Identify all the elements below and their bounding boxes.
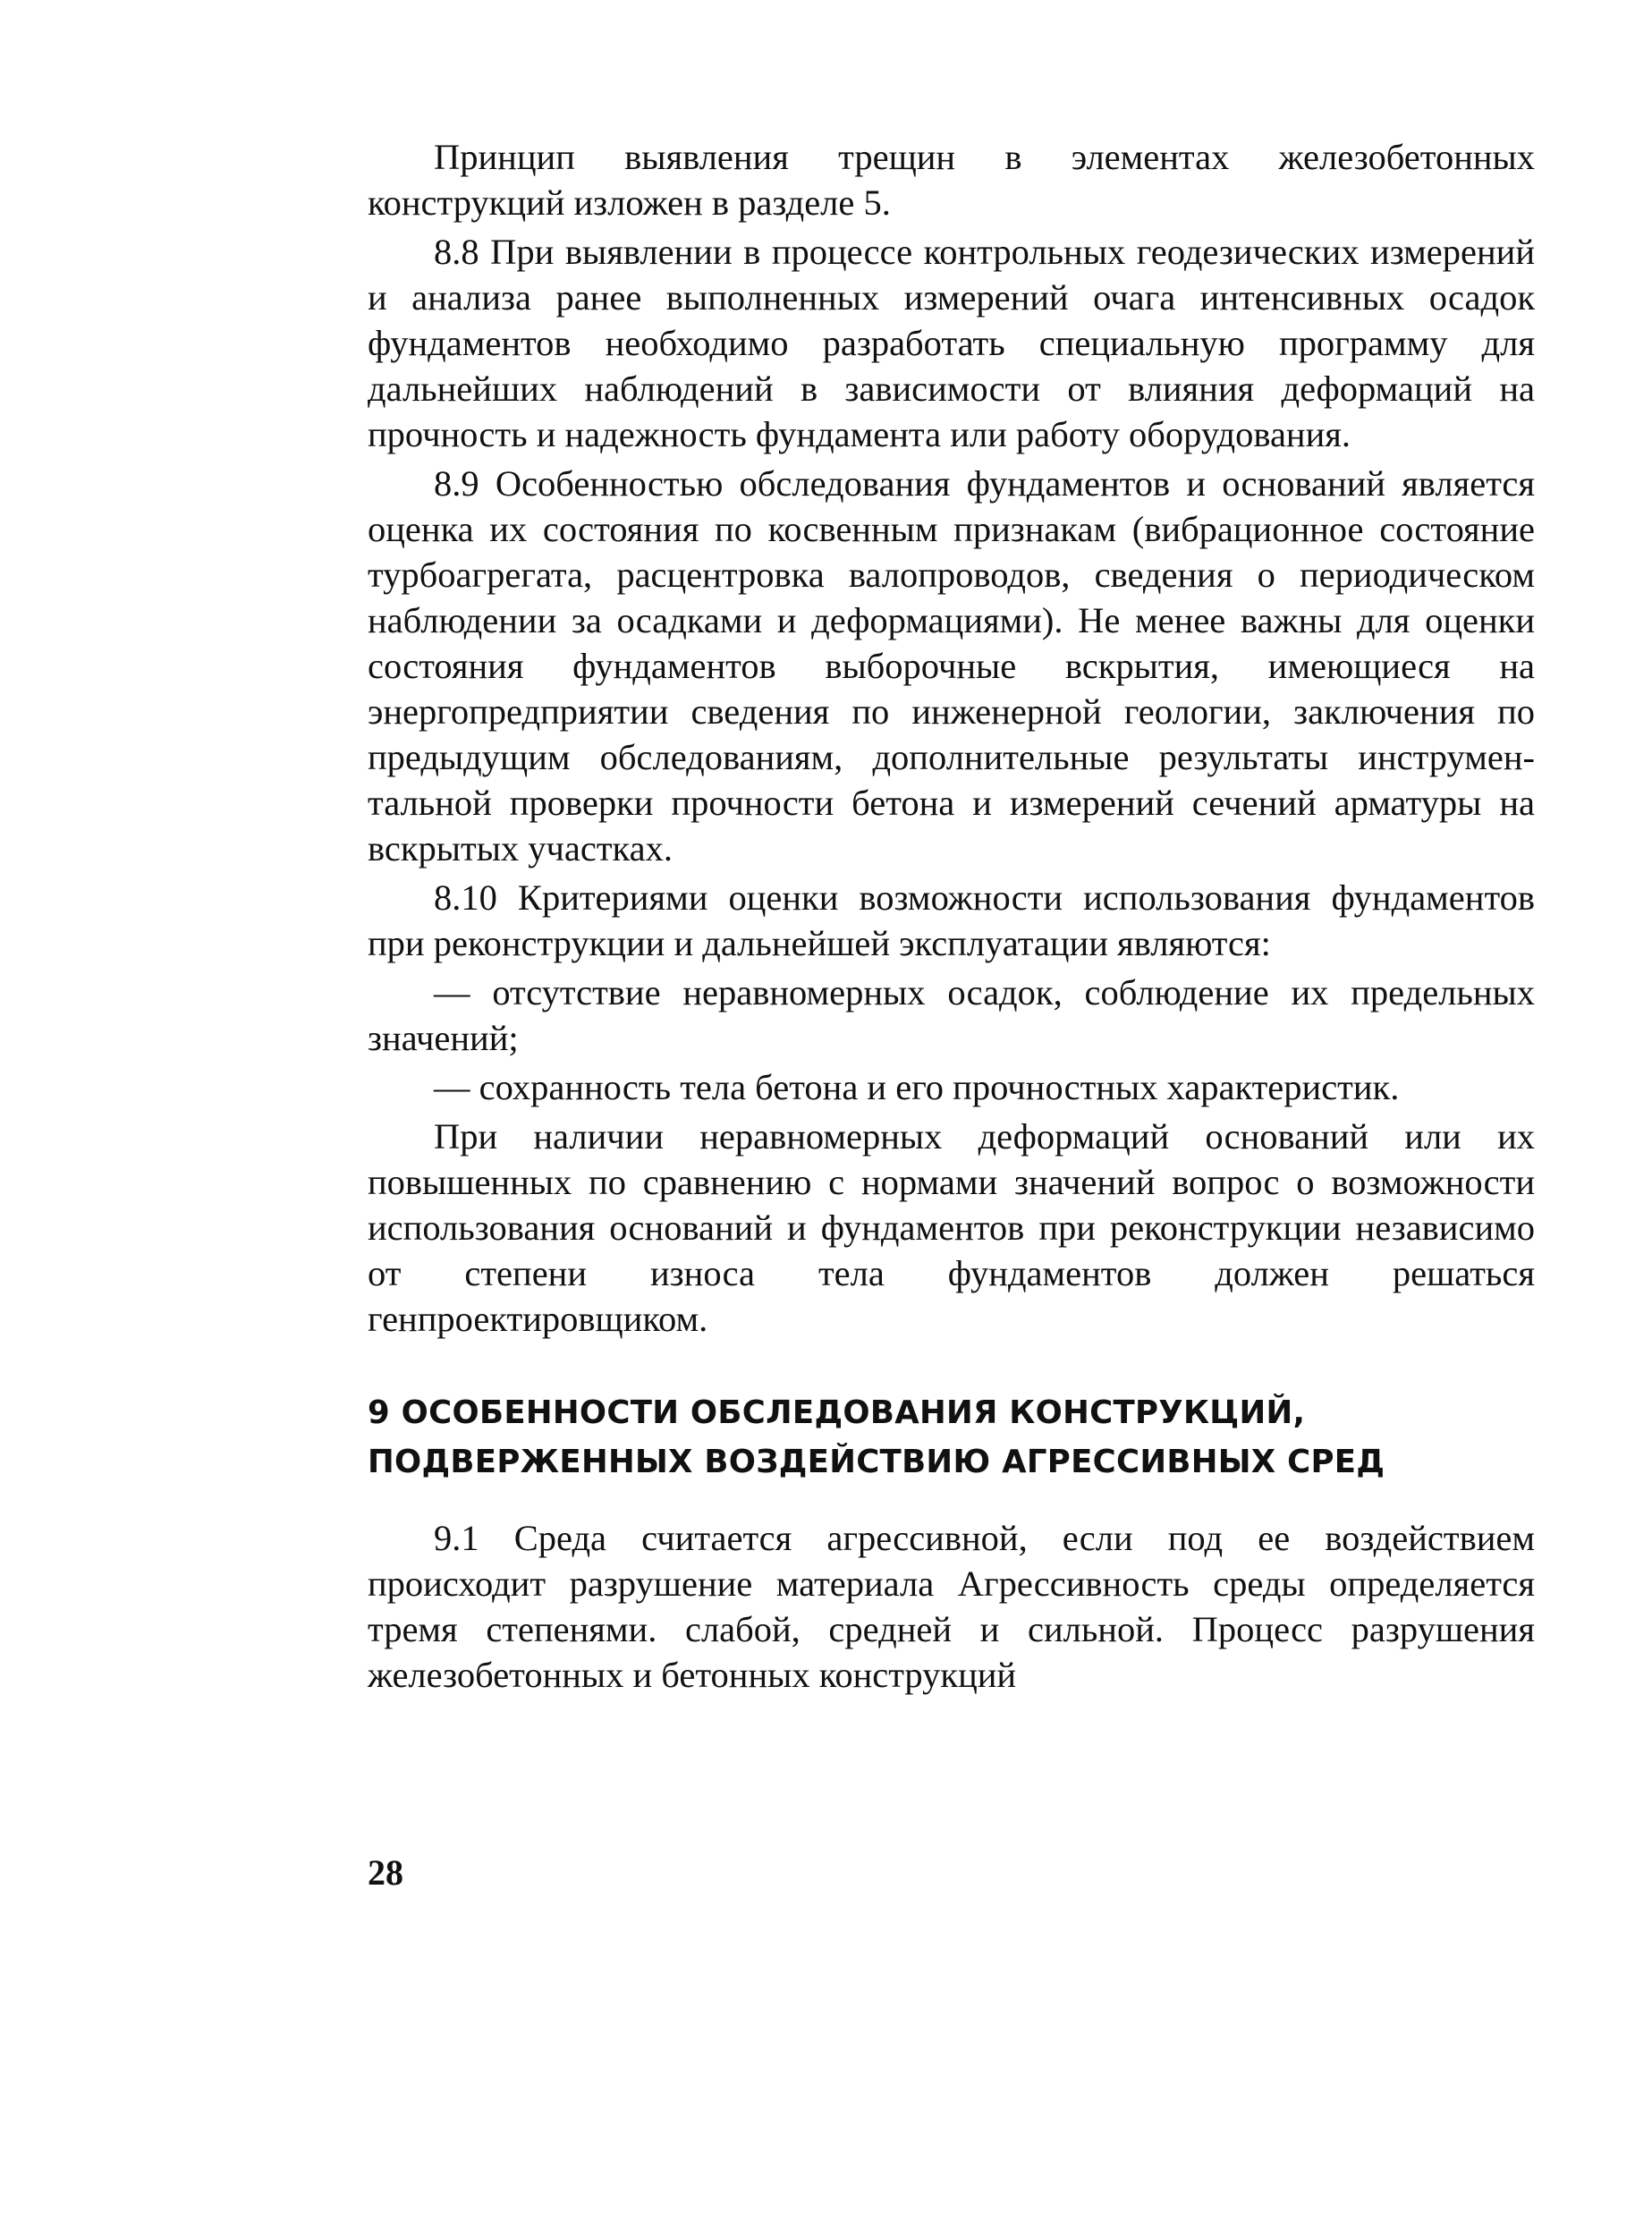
section-9-heading (368, 1388, 1535, 1487)
paragraph-8-10: 8.10 Критериями оценки возможности использования фундаментов при реконструкции и дальнейшей эксплуатации являются: (368, 877, 1535, 963)
paragraph-9-1: 9.1 Среда считается агрессивной, если под ее воздействием происходит разрушение материала Агрессивность среды определяется тремя степенями. слабой, средней и сильной. Процесс разрушения железобетонных и бетонных конструкций (368, 1518, 1535, 1695)
page-body (368, 134, 1535, 1698)
section-9-heading-line-1: 9 ОСОБЕННОСТИ ОБСЛЕДОВАНИЯ КОНСТРУКЦИЙ, (368, 1394, 1306, 1431)
criteria-item-settlement: — отсутствие неравномерных осадок, соблюдение их предельных значений; (368, 972, 1535, 1058)
paragraph-8-8: 8.8 При выявлении в процессе контрольных геодезических измерений и анализа ранее выполненных измерений очага интенсивных осадок фундаментов необходимо разработать специальную программу для дальнейших наблюдений в зависимости от влияния деформаций на прочность и надежность фундамента или работу оборудования. (368, 232, 1535, 454)
section-9-heading-line-2: ПОДВЕРЖЕННЫХ ВОЗДЕЙСТВИЮ АГРЕССИВНЫХ СРЕД (368, 1444, 1385, 1480)
paragraph-uneven-deformations: При наличии неравномерных деформаций оснований или их повышенных по сравнению с нормами значений вопрос о возможности использования оснований и фундаментов при реконструкции независимо от степени износа тела фундаментов должен решаться генпроектировщиком. (368, 1116, 1535, 1339)
paragraph-crack-detection: Принцип выявления трещин в элементах железобетонных конструкций изложен в разделе 5. (368, 137, 1535, 223)
page-number: 28 (368, 1852, 403, 1893)
criteria-item-concrete: — сохранность тела бетона и его прочностных характеристик. (434, 1067, 1400, 1107)
paragraph-8-9: 8.9 Особенностью обследования фундаментов и оснований является оценка их состояния по косвенным признакам (вибрационное состояние турбоагрегата, расцентровка валопроводов, сведения о периодическом наблюдении за осадками и деформациями). Не менее важны для оценки состояния фундаментов выборочные вскрытия, имеющиеся на энергопредприятии сведения по инженерной геологии, заключения по предыдущим обследованиям, дополнительные результаты инструментальной проверки прочности бетона и измерений сечений арматуры на вскрытых участках. (368, 463, 1535, 869)
